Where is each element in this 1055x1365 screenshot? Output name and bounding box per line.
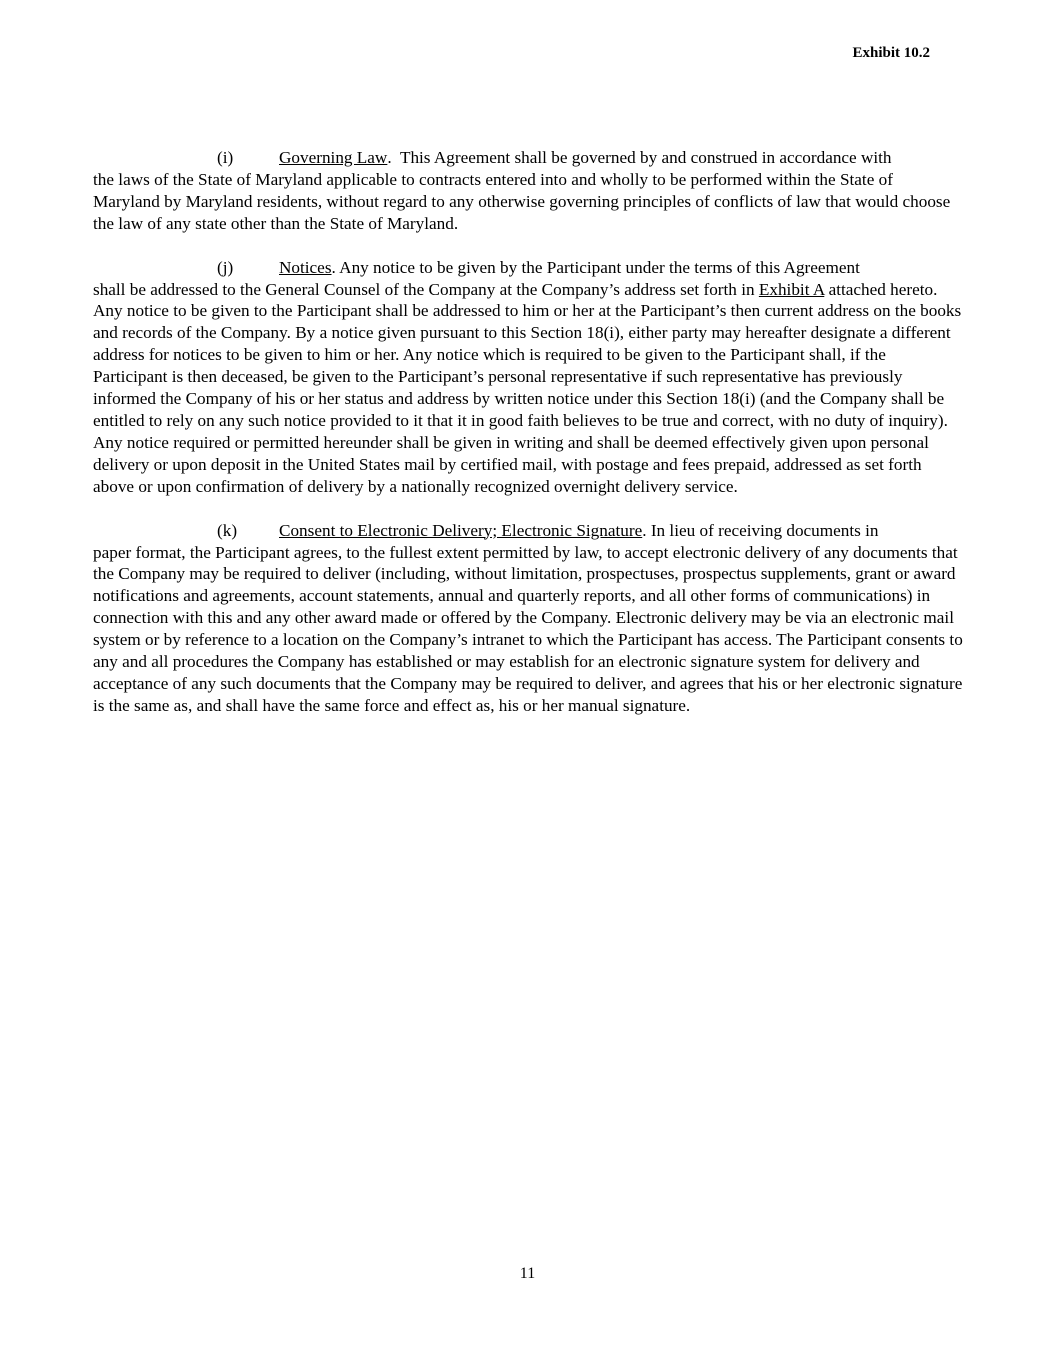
section-heading: Notices [279,257,332,277]
section-body: paper format, the Participant agrees, to the fullest extent permitted by law, to accept electronic delivery of any documents that the Company may be required to deliver (including, without limitation, prospectuses, prospectus supplements, grant or award notifications and agreements, account statements, annual and quarterly reports, and all other forms of communications) in connection with this and any other award made or offered by the Company. Electronic delivery may be via an electronic mail system or by reference to a location on the Company’s intranet to which the Participant has access. The Participant consents to any and all procedures the Company has established or may establish for an electronic signature system for delivery and acceptance of any such documents that the Company may be required to deliver, and agrees that his or her electronic signature is the same as, and shall have the same force and effect as, his or her manual signature. [93,542,963,715]
section-body: the laws of the State of Maryland applicable to contracts entered into and wholly to be performed within the State of Maryland by Maryland residents, without regard to any otherwise governing principles of conflicts of law that would choose the law of any state other than the State of Maryland. [93,169,951,233]
section-first-line [93,257,963,279]
section-electronic-delivery [93,520,963,717]
section-first-line [93,147,963,169]
section-heading: Consent to Electronic Delivery; Electronic Signature [279,520,643,540]
section-heading: Governing Law [279,148,388,167]
section-body: shall be addressed to the General Counsel of the Company at the Company’s address set forth in [93,279,759,299]
page-number: 11 [519,1265,536,1282]
section-number: (k) [217,520,238,540]
section-text: . This Agreement shall be governed by and construed in accordance with [387,148,892,167]
section-text: . In lieu of receiving documents in [642,520,879,540]
exhibit-a-reference: Exhibit A [758,279,825,299]
exhibit-label: Exhibit 10.2 [852,45,930,61]
section-body-continued: attached hereto. Any notice to be given to the Participant shall be addressed to him or her at the Participant’s then current address on the books and records of the Company. By a notice given pursuant to this Section 18(i), either party may hereafter designate a different address for notices to be given to him or her. Any notice which is required to be given to the Participant shall, if the Participant is then deceased, be given to the Participant’s personal representative if such representative has previously informed the Company of his or her status and address by written notice under this Section 18(i) (and the Company shall be entitled to rely on any such notice provided to it that it in good faith believes to be true and correct, with no duty of inquiry). Any notice required or permitted hereunder shall be given in writing and shall be deemed effectively given upon personal delivery or upon deposit in the United States mail by certified mail, with postage and fees prepaid, addressed as set forth above or upon confirmation of delivery by a nationally recognized overnight delivery service. [93,279,962,496]
section-number: (j) [217,257,234,277]
section-number: (i) [217,148,234,167]
section-text: . Any notice to be given by the Participant under the terms of this Agreement [331,257,860,277]
section-first-line [93,520,963,542]
section-governing-law [93,147,963,235]
section-notices [93,257,963,498]
document-body [93,147,963,739]
